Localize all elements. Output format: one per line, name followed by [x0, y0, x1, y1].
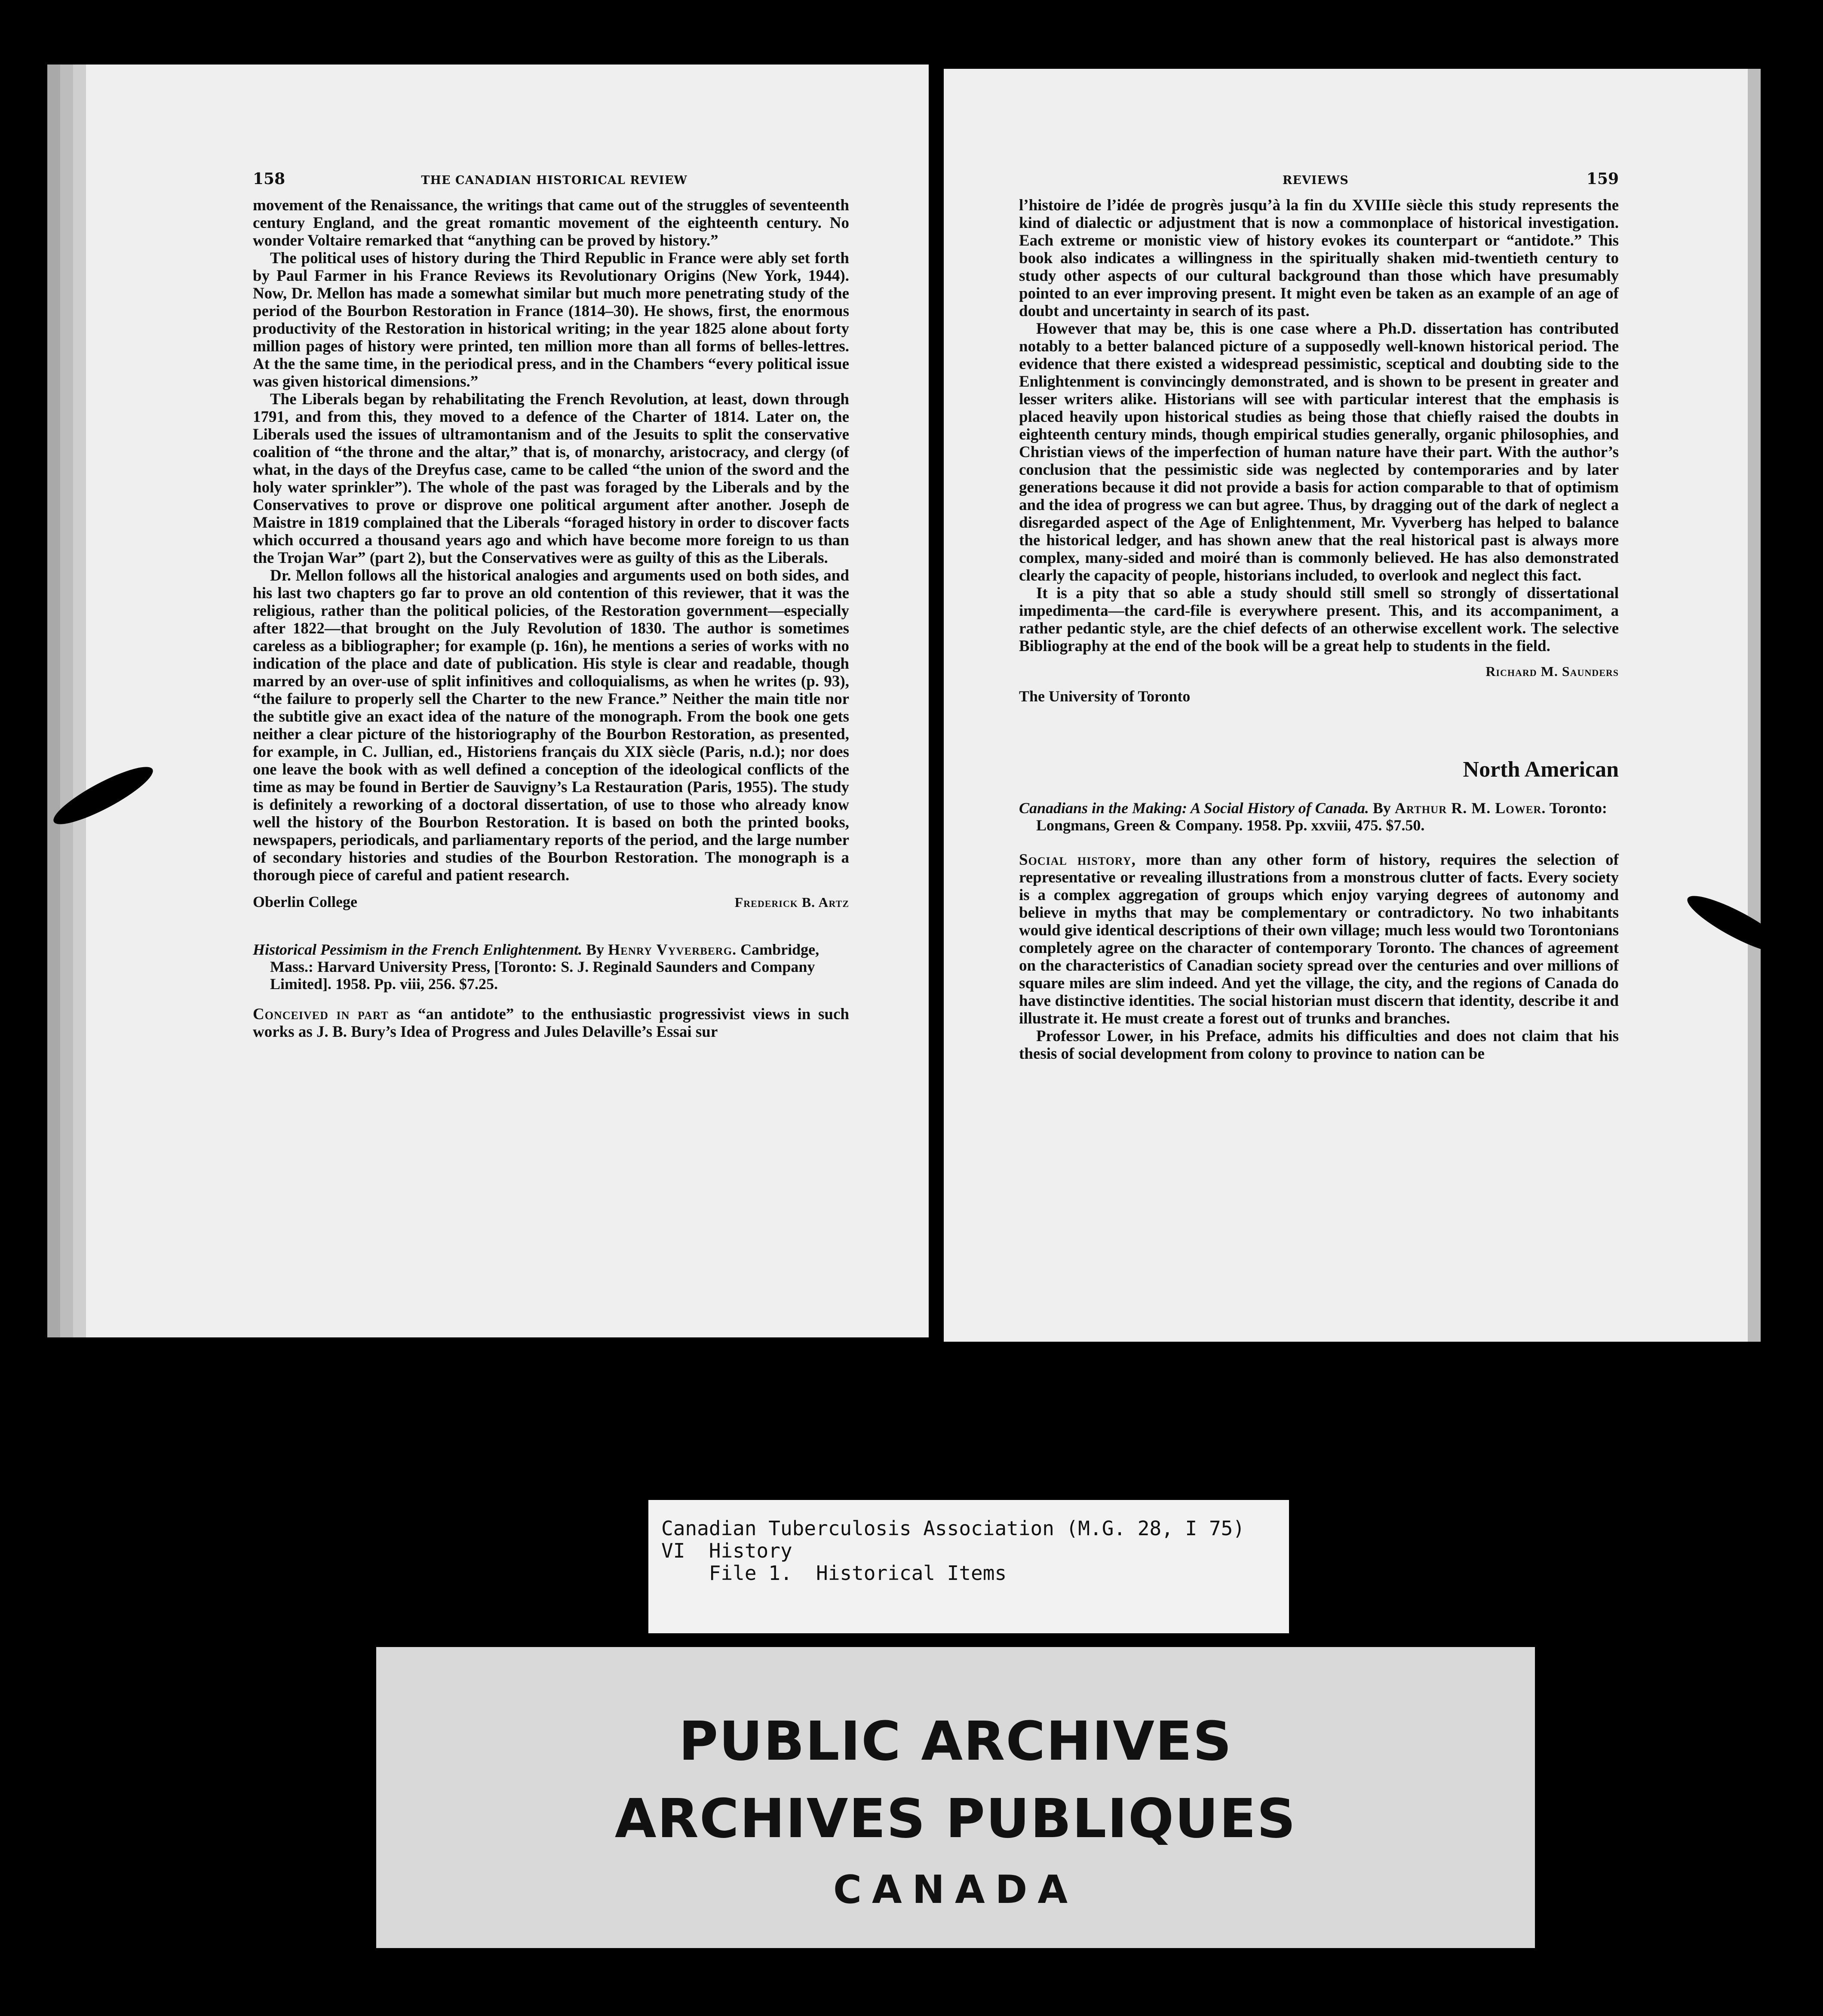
left-page-number: 158: [253, 170, 285, 188]
file-label-line-1: Canadian Tuberculosis Association (M.G. 28, I 75): [661, 1517, 1245, 1540]
right-next-review-by: By: [1372, 799, 1391, 817]
left-next-review-lead: Conceived in part: [253, 1005, 389, 1023]
right-page-number: 159: [1586, 170, 1619, 188]
left-paragraph-4: Dr. Mellon follows all the historical analogies and arguments used on both sides, and his last two chapters go far to prove an old contention of this reviewer, that it was the religious, rather than the political policies, of the Restoration government—especially after 1822—that brought on the July Revolution of 1830. The author is sometimes careless as a bibliographer; for example (p. 16n), he mentions a series of works with no indication of the place and date of publication. His style is clear and readable, though marred by an over-use of split infinitives and colloquialisms, as when he writes (p. 93), “the failure to properly sell the Charter to the new France.” Neither the main title nor the subtitle give an exact idea of the nature of the monograph. From the book one gets neither a clear picture of the historiography of the Bourbon Restoration, as presented, for example, in C. Jullian, ed., Historiens français du XIX siècle (Paris, n.d.); nor does one leave the book with as well defined a conception of the ideological conflicts of the time as may be found in Bertier de Sauvigny’s La Restauration (Paris, 1955). The study is definitely a reworking of a doctoral dissertation, of use to those who already know well the history of the Bourbon Restoration. It is based on both the printed books, newspapers, periodicals, and parliamentary reports of the period, and the large number of secondary histories and studies of the Bourbon Restoration. The monograph is a thorough piece of careful and patient research.: [253, 567, 849, 884]
left-next-review-heading: [253, 941, 849, 993]
right-page-header: [1019, 170, 1619, 188]
stamp-line-english: PUBLIC ARCHIVES: [678, 1710, 1233, 1773]
left-paragraph-2: The political uses of history during the Third Republic in France were ably set forth by Paul Farmer in his France Reviews its Revolutionary Origins (New York, 1944). Now, Dr. Mellon has made a somewhat similar but much more penetrating study of the period of the Bourbon Restoration in France (1814–30). He shows, first, the enormous productivity of the Restoration in historical writing; in the year 1825 alone about forty million pages of history were printed, ten million more than all forms of belles-lettres. At the the same time, in the periodical press, and in the Chambers “every political issue was given historical dimensions.”: [253, 249, 849, 390]
right-next-review-paragraph-1: [1019, 851, 1619, 1027]
left-paragraph-1: movement of the Renaissance, the writings that came out of the struggles of seventeenth century England, and the great romantic movement of the eighteenth century. No wonder Voltaire remarked that “anything can be proved by history.”: [253, 197, 849, 249]
left-body-text: [253, 197, 849, 884]
right-next-review-author: Arthur R. M. Lower.: [1394, 799, 1546, 817]
right-next-review-lead: Social history,: [1019, 851, 1136, 869]
file-label-line-2: VI History: [661, 1539, 792, 1562]
right-next-review-title: Canadians in the Making: A Social History of Canada.: [1019, 799, 1369, 817]
left-paragraph-3: The Liberals began by rehabilitating the French Revolution, at least, down through 1791, and from this, they moved to a defence of the Charter of 1814. Later on, the Liberals used the issues of ultramontanism and of the Jesuits to split the conservative coalition of “the throne and the altar,” that is, of monarchy, aristocracy, and clergy (of what, in the days of the Dreyfus case, came to be called “the union of the sword and the holy water sprinkler”). The whole of the past was foraged by the Liberals and by the Conservatives to prove or disprove one political argument after another. Joseph de Maistre in 1819 complained that the Liberals “foraged history in order to discover facts which occurred a thousand years ago and which have become more foreign to us than the Trojan War” (part 2), but the Conservatives were as guilty of this as the Liberals.: [253, 390, 849, 567]
right-signature: [1019, 664, 1619, 679]
section-title-north-american: North American: [1463, 757, 1619, 782]
left-page-header: [253, 170, 849, 188]
right-reviewer-name: Richard M. Saunders: [1485, 664, 1619, 679]
left-next-review-by: By: [586, 941, 605, 958]
right-next-review-paragraph-2: Professor Lower, in his Preface, admits his difficulties and does not claim that his thesis of social development from colony to province to nation can be: [1019, 1027, 1619, 1063]
stamp-line-french: ARCHIVES PUBLIQUES: [614, 1788, 1297, 1850]
archive-file-label: [648, 1500, 1289, 1633]
right-paragraph-3: It is a pity that so able a study should still smell so strongly of dissertational impedimenta—the card-file is everywhere present. This, and its accompaniment, a rather pedantic style, are the chief defects of an otherwise excellent work. The selective Bibliography at the end of the book will be a great help to students in the field.: [1019, 584, 1619, 655]
right-next-review-publisher: Toronto: Longmans, Green & Company. 1958. Pp. xxviii, 475. $7.50.: [1036, 799, 1607, 834]
right-running-head: REVIEWS: [1282, 174, 1349, 187]
left-next-review-author: Henry Vyverberg.: [608, 941, 737, 958]
left-next-review-publisher: Cambridge, Mass.: Harvard University Press, [Toronto: S. J. Reginald Saunders and Company Limited]. 1958. Pp. viii, 256. $7.25.: [270, 941, 819, 993]
right-next-review-text: more than any other form of history, requires the selection of representative or revealing illustrations from a monstrous clutter of facts. Every society is a complex aggregation of groups which enjoy varying degrees of autonomy and believe in myths that may be complementary or contradictory. No two inhabitants would give identical descriptions of their own village; much less would two Torontonians completely agree on the character of contemporary Toronto. The chances of agreement on the characteristics of Canadian society spread over the centuries and over millions of square miles are slim indeed. And yet the village, the city, and the regions of Canada do have distinctive identities. The social historian must discern that identity, describe it and illustrate it. He must create a forest out of trunks and branches.: [1019, 851, 1619, 1027]
right-next-review-heading: [1019, 799, 1619, 834]
left-running-head: THE CANADIAN HISTORICAL REVIEW: [421, 174, 687, 187]
right-affiliation: The University of Toronto: [1019, 688, 1191, 705]
right-page: [944, 69, 1748, 1342]
left-next-review-body: [253, 1005, 849, 1041]
right-next-review-body: [1019, 851, 1619, 1063]
left-affiliation: Oberlin College: [253, 893, 357, 910]
left-next-review-text: as “an antidote” to the enthusiastic progressivist views in such works as J. B. Bury’s Idea of Progress and Jules Delaville’s Essai sur: [253, 1005, 850, 1041]
right-body-text: [1019, 197, 1619, 655]
right-paragraph-1: l’histoire de l’idée de progrès jusqu’à la fin du XVIIIe siècle this study represents the kind of dialectic or adjustment that is now a commonplace of historical investigation. Each extreme or monistic view of history evokes its counterpart or “antidote.” This book also indicates a willingness in the spiritually shaken mid-twentieth century to study other aspects of our cultural background than those which have presumably pointed to an ever improving present. It might even be taken as an example of an age of doubt and uncertainty in search of its past.: [1019, 197, 1619, 320]
left-next-review-paragraph: [253, 1005, 849, 1041]
left-page: [86, 65, 929, 1337]
stamp-line-country: CANADA: [833, 1867, 1078, 1912]
file-label-line-3: File 1. Historical Items: [661, 1561, 1007, 1585]
left-next-review-title: Historical Pessimism in the French Enlightenment.: [253, 941, 583, 958]
left-reviewer-name: Frederick B. Artz: [734, 894, 849, 910]
right-paragraph-2: However that may be, this is one case where a Ph.D. dissertation has contributed notably to a better balanced picture of a supposedly well-known historical period. The evidence that there existed a widespread pessimistic, sceptical and doubting side to the Enlightenment is convincingly demonstrated, and is shown to be present in greater and lesser writers alike. Historians will see with particular interest that the emphasis is placed heavily upon historical studies as being those that chiefly raised the doubts in eighteenth century minds, though empirical studies generally, organic philosophies, and Christian views of the imperfection of human nature have their part. With the author’s conclusion that the pessimistic side was neglected by contemporaries and by later generations because it did not provide a basis for action comparable to that of optimism and the idea of progress we can but agree. Thus, by dragging out of the dark of neglect a disregarded aspect of the Age of Enlightenment, Mr. Vyverberg has helped to balance the historical ledger, and has shown anew that the real historical past is always more complex, many-sided and moiré than is commonly believed. He has also demonstrated clearly the capacity of people, historians included, to overlook and neglect this fact.: [1019, 320, 1619, 584]
public-archives-stamp: [376, 1647, 1535, 1948]
left-signature: [253, 893, 849, 911]
